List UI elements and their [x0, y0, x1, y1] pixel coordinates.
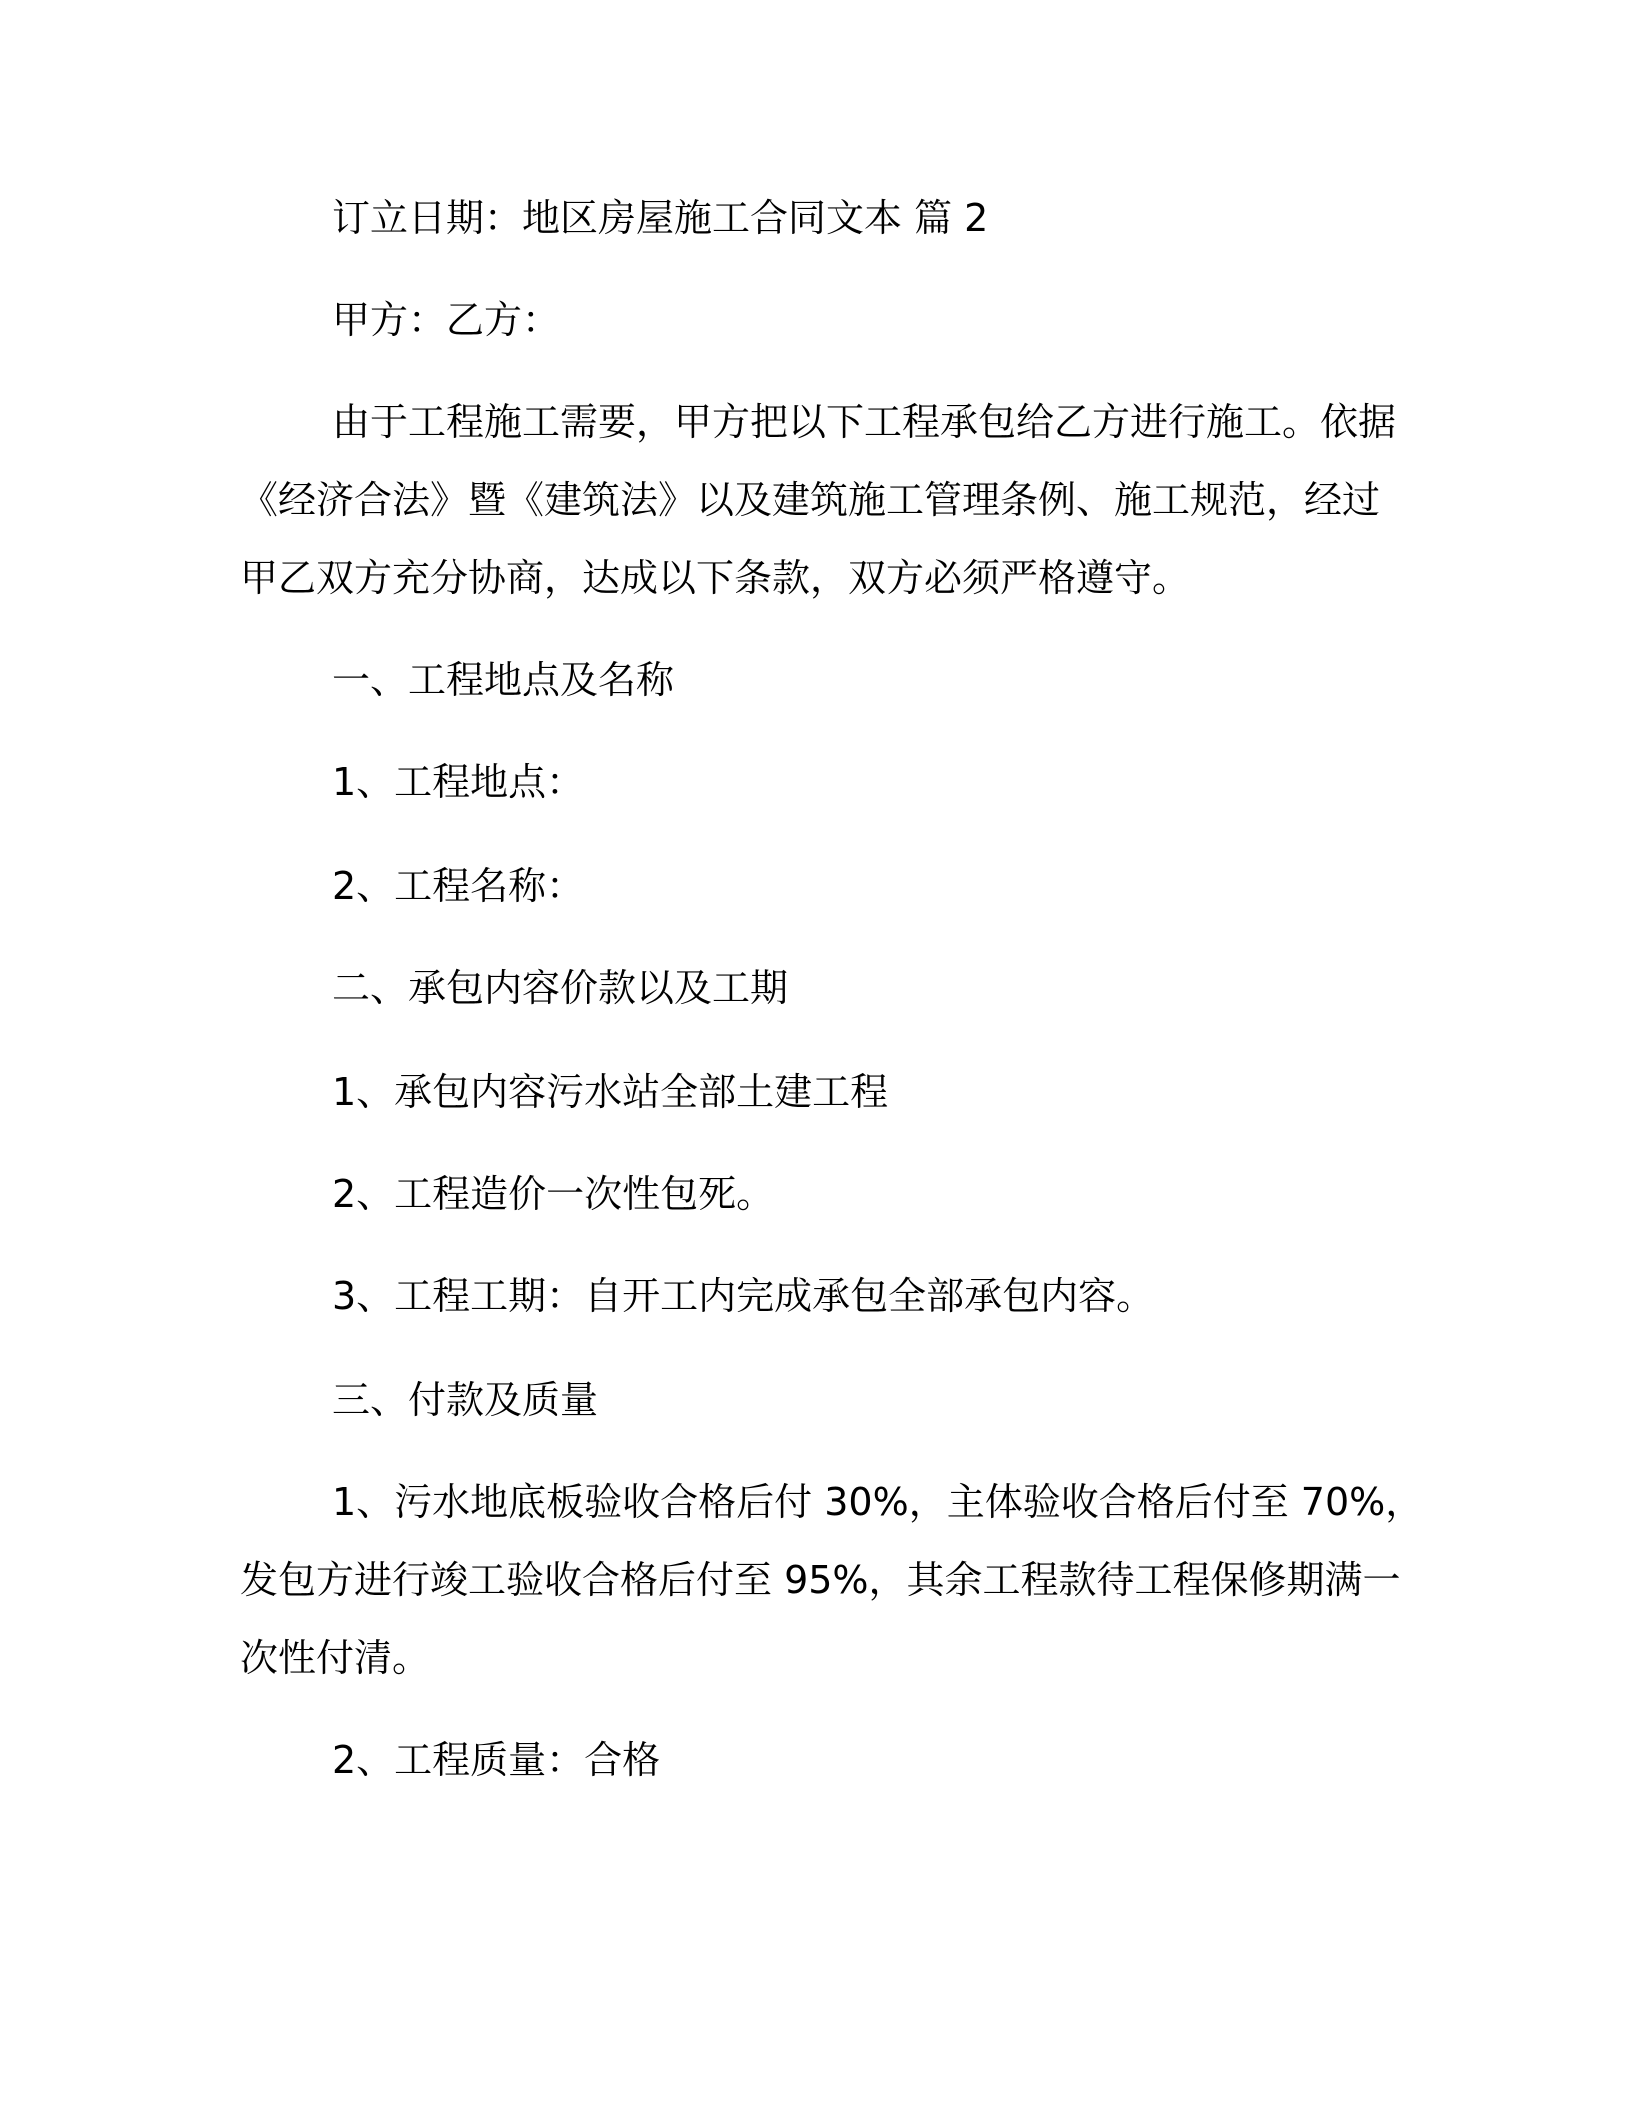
clause-quality: 2、工程质量：合格: [332, 1738, 661, 1782]
clause-scope: 1、承包内容污水站全部土建工程: [332, 1070, 889, 1114]
clause-location: 1、工程地点：: [332, 760, 585, 804]
parties-line: 甲方：乙方：: [332, 298, 561, 342]
section-heading-3: 三、付款及质量: [332, 1378, 599, 1422]
clause-duration: 3、工程工期：自开工内完成承包全部承包内容。: [332, 1274, 1155, 1318]
signing-date-line: 订立日期：地区房屋施工合同文本 篇 2: [332, 196, 989, 240]
payment-line-1: 1、污水地底板验收合格后付 30%，主体验收合格后付至 70%，: [332, 1480, 1424, 1524]
payment-line-3: 次性付清。: [240, 1636, 431, 1680]
section-heading-1: 一、工程地点及名称: [332, 658, 675, 702]
clause-price: 2、工程造价一次性包死。: [332, 1172, 775, 1216]
payment-line-2: 发包方进行竣工验收合格后付至 95%，其余工程款待工程保修期满一: [240, 1558, 1401, 1602]
preamble-line-3: 甲乙双方充分协商，达成以下条款，双方必须严格遵守。: [240, 556, 1191, 600]
clause-name: 2、工程名称：: [332, 864, 585, 908]
section-heading-2: 二、承包内容价款以及工期: [332, 966, 789, 1010]
preamble-line-1: 由于工程施工需要，甲方把以下工程承包给乙方进行施工。依据: [332, 400, 1397, 444]
preamble-line-2: 《经济合法》暨《建筑法》以及建筑施工管理条例、施工规范，经过: [240, 478, 1381, 522]
document-page: [240, 0, 1424, 2112]
